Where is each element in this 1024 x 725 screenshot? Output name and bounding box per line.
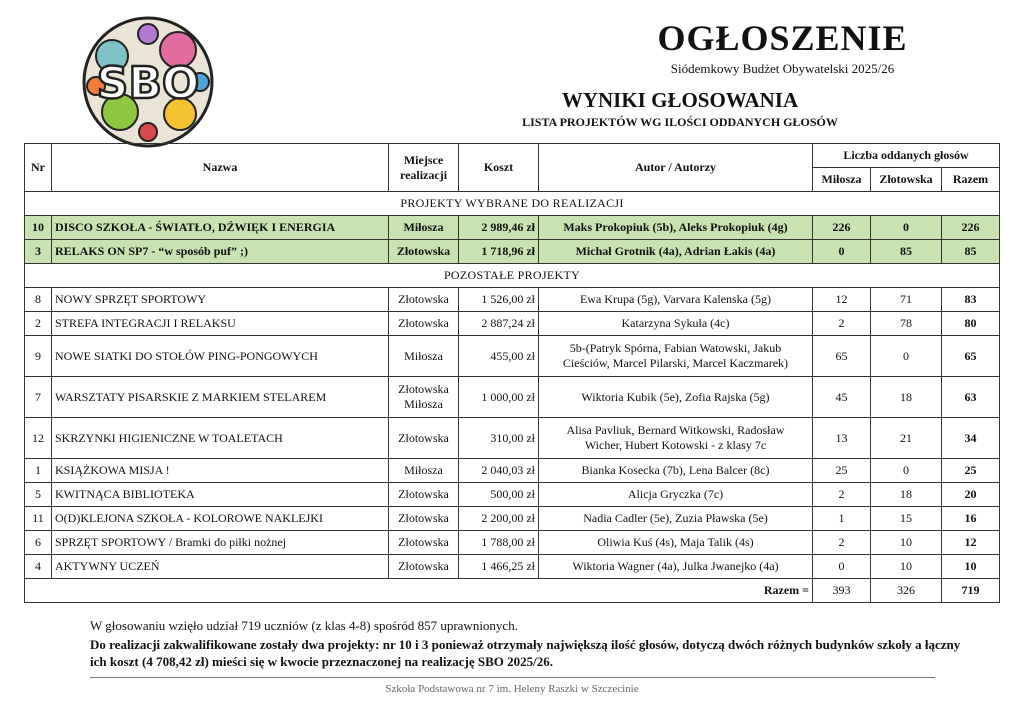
svg-text:SBO: SBO bbox=[96, 58, 200, 109]
cell-author: Katarzyna Sykuła (4c) bbox=[539, 312, 813, 336]
cell-votes-total: 83 bbox=[942, 288, 1000, 312]
project-row bbox=[25, 507, 1000, 531]
cell-cost: 455,00 zł bbox=[459, 336, 539, 377]
project-row bbox=[25, 531, 1000, 555]
cell-votes-milosza: 226 bbox=[813, 216, 871, 240]
total-zlotowska: 326 bbox=[871, 579, 942, 603]
cell-author: Maks Prokopiuk (5b), Aleks Prokopiuk (4g) bbox=[539, 216, 813, 240]
project-row bbox=[25, 459, 1000, 483]
cell-votes-total: 85 bbox=[942, 240, 1000, 264]
cell-votes-milosza: 25 bbox=[813, 459, 871, 483]
cell-cost: 2 040,03 zł bbox=[459, 459, 539, 483]
cell-cost: 1 526,00 zł bbox=[459, 288, 539, 312]
col-votes-header: Liczba oddanych głosów bbox=[813, 144, 1000, 168]
cell-cost: 2 887,24 zł bbox=[459, 312, 539, 336]
selected-project-row bbox=[25, 216, 1000, 240]
cell-name: SPRZĘT SPORTOWY / Bramki do piłki nożnej bbox=[52, 531, 389, 555]
cell-place: Złotowska bbox=[389, 240, 459, 264]
cell-place: Złotowska Miłosza bbox=[389, 377, 459, 418]
page-subtitle: Siódemkowy Budżet Obywatelski 2025/26 bbox=[670, 61, 895, 76]
project-row bbox=[25, 377, 1000, 418]
col-nr-header: Nr bbox=[25, 144, 52, 192]
cell-votes-total: 10 bbox=[942, 555, 1000, 579]
cell-votes-milosza: 2 bbox=[813, 483, 871, 507]
cell-place: Złotowska bbox=[389, 531, 459, 555]
cell-votes-total: 63 bbox=[942, 377, 1000, 418]
cell-author: Bianka Kosecka (7b), Lena Balcer (8c) bbox=[539, 459, 813, 483]
col-cost-header: Koszt bbox=[459, 144, 539, 192]
col-total-header: Razem bbox=[942, 168, 1000, 192]
cell-name: STREFA INTEGRACJI I RELAKSU bbox=[52, 312, 389, 336]
cell-nr: 9 bbox=[25, 336, 52, 377]
cell-votes-total: 226 bbox=[942, 216, 1000, 240]
project-row bbox=[25, 418, 1000, 459]
cell-votes-milosza: 2 bbox=[813, 312, 871, 336]
cell-votes-milosza: 1 bbox=[813, 507, 871, 531]
cell-author: Alicja Gryczka (7c) bbox=[539, 483, 813, 507]
cell-nr: 8 bbox=[25, 288, 52, 312]
cell-name: RELAKS ON SP7 - “w sposób puf” ;) bbox=[52, 240, 389, 264]
results-heading: WYNIKI GŁOSOWANIA bbox=[561, 88, 799, 112]
cell-nr: 7 bbox=[25, 377, 52, 418]
cell-nr: 12 bbox=[25, 418, 52, 459]
cell-votes-milosza: 13 bbox=[813, 418, 871, 459]
cell-votes-zlotowska: 0 bbox=[871, 459, 942, 483]
cell-nr: 3 bbox=[25, 240, 52, 264]
project-row bbox=[25, 336, 1000, 377]
project-row bbox=[25, 483, 1000, 507]
cell-votes-zlotowska: 0 bbox=[871, 216, 942, 240]
cell-place: Złotowska bbox=[389, 555, 459, 579]
cell-votes-milosza: 65 bbox=[813, 336, 871, 377]
cell-nr: 4 bbox=[25, 555, 52, 579]
cell-cost: 310,00 zł bbox=[459, 418, 539, 459]
cell-votes-zlotowska: 71 bbox=[871, 288, 942, 312]
cell-cost: 1 788,00 zł bbox=[459, 531, 539, 555]
cell-author: Oliwia Kuś (4s), Maja Talik (4s) bbox=[539, 531, 813, 555]
cell-votes-zlotowska: 21 bbox=[871, 418, 942, 459]
participation-note: W głosowaniu wzięło udział 719 uczniów (z klas 4-8) spośród 857 uprawnionych. bbox=[90, 618, 518, 633]
cell-nr: 11 bbox=[25, 507, 52, 531]
col-name-header: Nazwa bbox=[52, 144, 389, 192]
section-other: POZOSTAŁE PROJEKTY bbox=[25, 264, 1000, 288]
cell-votes-zlotowska: 10 bbox=[871, 531, 942, 555]
cell-author: Wiktoria Wagner (4a), Julka Jwanejko (4a) bbox=[539, 555, 813, 579]
cell-votes-total: 16 bbox=[942, 507, 1000, 531]
cell-votes-total: 80 bbox=[942, 312, 1000, 336]
cell-place: Złotowska bbox=[389, 483, 459, 507]
cell-name: KWITNĄCA BIBLIOTEKA bbox=[52, 483, 389, 507]
cell-cost: 2 989,46 zł bbox=[459, 216, 539, 240]
cell-cost: 2 200,00 zł bbox=[459, 507, 539, 531]
cell-cost: 1 466,25 zł bbox=[459, 555, 539, 579]
cell-name: DISCO SZKOŁA - ŚWIATŁO, DŹWIĘK I ENERGIA bbox=[52, 216, 389, 240]
col-milosza-header: Miłosza bbox=[813, 168, 871, 192]
cell-place: Złotowska bbox=[389, 418, 459, 459]
cell-name: NOWY SPRZĘT SPORTOWY bbox=[52, 288, 389, 312]
project-row bbox=[25, 288, 1000, 312]
cell-author: Alisa Pavliuk, Bernard Witkowski, Radosław Wicher, Hubert Kotowski - z klasy 7c bbox=[539, 418, 813, 459]
cell-name: KSIĄŻKOWA MISJA ! bbox=[52, 459, 389, 483]
cell-name: AKTYWNY UCZEŃ bbox=[52, 555, 389, 579]
cell-place: Miłosza bbox=[389, 336, 459, 377]
cell-votes-zlotowska: 10 bbox=[871, 555, 942, 579]
cell-name: NOWE SIATKI DO STOŁÓW PING-PONGOWYCH bbox=[52, 336, 389, 377]
cell-place: Złotowska bbox=[389, 312, 459, 336]
cell-votes-milosza: 2 bbox=[813, 531, 871, 555]
cell-votes-total: 25 bbox=[942, 459, 1000, 483]
cell-votes-zlotowska: 0 bbox=[871, 336, 942, 377]
cell-author: Wiktoria Kubik (5e), Zofia Rajska (5g) bbox=[539, 377, 813, 418]
total-label: Razem = bbox=[25, 579, 813, 603]
cell-place: Miłosza bbox=[389, 216, 459, 240]
total-all: 719 bbox=[942, 579, 1000, 603]
cell-cost: 500,00 zł bbox=[459, 483, 539, 507]
section-selected: PROJEKTY WYBRANE DO REALIZACJI bbox=[25, 192, 1000, 216]
selected-project-row bbox=[25, 240, 1000, 264]
cell-nr: 5 bbox=[25, 483, 52, 507]
cell-place: Złotowska bbox=[389, 507, 459, 531]
cell-votes-total: 65 bbox=[942, 336, 1000, 377]
cell-place: Miłosza bbox=[389, 459, 459, 483]
cell-votes-milosza: 12 bbox=[813, 288, 871, 312]
cell-author: Michał Grotnik (4a), Adrian Łakis (4a) bbox=[539, 240, 813, 264]
cell-votes-milosza: 0 bbox=[813, 555, 871, 579]
footer-divider bbox=[90, 677, 935, 678]
cell-votes-zlotowska: 18 bbox=[871, 483, 942, 507]
cell-name: SKRZYNKI HIGIENICZNE W TOALETACH bbox=[52, 418, 389, 459]
page-title: OGŁOSZENIE bbox=[657, 18, 908, 58]
results-table bbox=[24, 143, 1000, 603]
cell-nr: 10 bbox=[25, 216, 52, 240]
cell-votes-total: 12 bbox=[942, 531, 1000, 555]
cell-votes-zlotowska: 18 bbox=[871, 377, 942, 418]
cell-cost: 1 718,96 zł bbox=[459, 240, 539, 264]
project-row bbox=[25, 555, 1000, 579]
results-subheading: LISTA PROJEKTÓW WG ILOŚCI ODDANYCH GŁOSÓW bbox=[522, 115, 838, 129]
cell-nr: 6 bbox=[25, 531, 52, 555]
project-row bbox=[25, 312, 1000, 336]
cell-name: O(D)KLEJONA SZKOŁA - KOLOROWE NAKLEJKI bbox=[52, 507, 389, 531]
cell-author: Nadia Cadler (5e), Zuzia Pławska (5e) bbox=[539, 507, 813, 531]
cell-name: WARSZTATY PISARSKIE Z MARKIEM STELAREM bbox=[52, 377, 389, 418]
cell-cost: 1 000,00 zł bbox=[459, 377, 539, 418]
col-place-header: Miejsce realizacji bbox=[389, 144, 459, 192]
col-author-header: Autor / Autorzy bbox=[539, 144, 813, 192]
school-name: Szkoła Podstawowa nr 7 im. Heleny Raszki w Szczecinie bbox=[385, 683, 639, 695]
cell-nr: 1 bbox=[25, 459, 52, 483]
cell-votes-total: 20 bbox=[942, 483, 1000, 507]
sbo-logo-icon bbox=[82, 16, 214, 148]
cell-votes-milosza: 0 bbox=[813, 240, 871, 264]
cell-nr: 2 bbox=[25, 312, 52, 336]
qualification-note: Do realizacji zakwalifikowane zostały dwa projekty: nr 10 i 3 ponieważ otrzymały największą ilość głosów, dotyczą dwóch różnych budynków szkoły a łączny ich koszt (4 708,42 zł) mieści się w kwocie przeznaczonej na realizację SBO 2025/26. bbox=[90, 637, 961, 669]
cell-author: 5b-(Patryk Spórna, Fabian Watowski, Jakub Cieściów, Marcel Pilarski, Marcel Kaczmarek) bbox=[539, 336, 813, 377]
cell-place: Złotowska bbox=[389, 288, 459, 312]
cell-votes-zlotowska: 78 bbox=[871, 312, 942, 336]
col-zlotowska-header: Złotowska bbox=[871, 168, 942, 192]
cell-votes-milosza: 45 bbox=[813, 377, 871, 418]
cell-author: Ewa Krupa (5g), Varvara Kalenska (5g) bbox=[539, 288, 813, 312]
cell-votes-total: 34 bbox=[942, 418, 1000, 459]
total-milosza: 393 bbox=[813, 579, 871, 603]
cell-votes-zlotowska: 85 bbox=[871, 240, 942, 264]
cell-votes-zlotowska: 15 bbox=[871, 507, 942, 531]
